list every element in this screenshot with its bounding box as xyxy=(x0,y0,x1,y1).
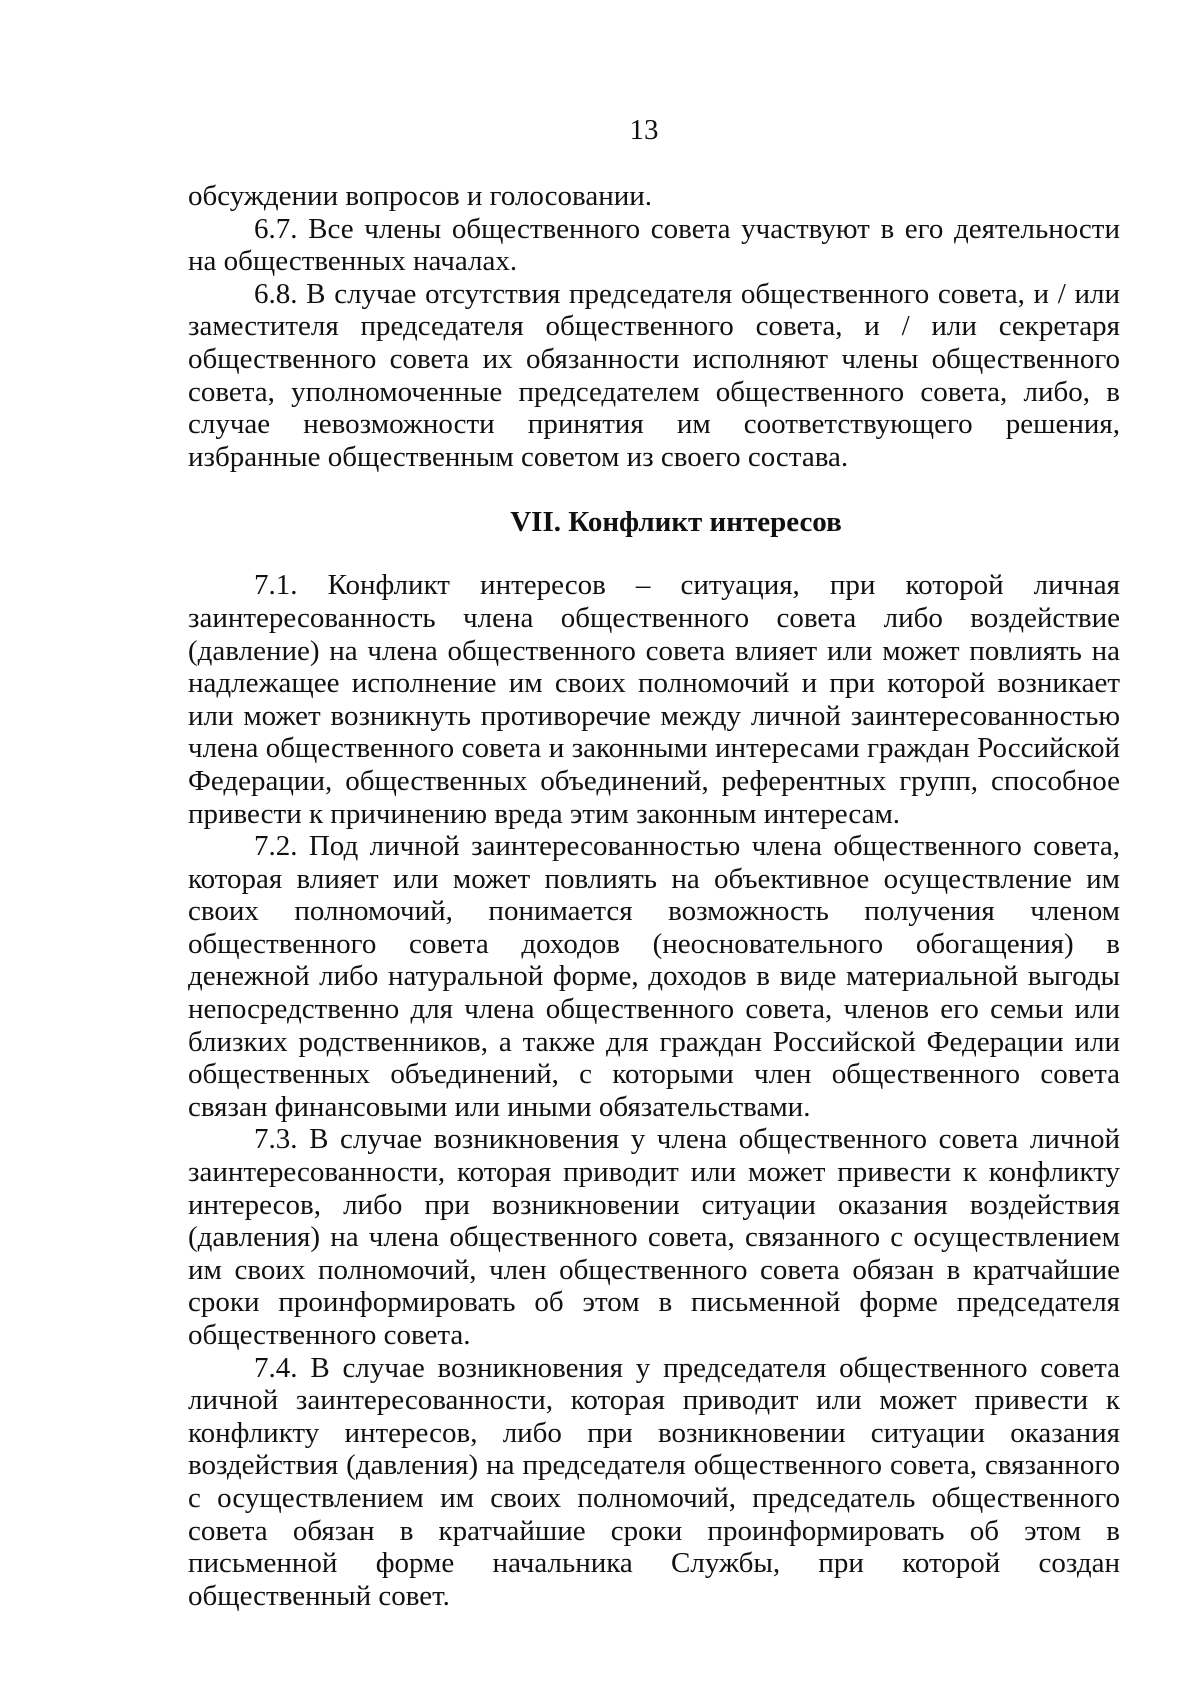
paragraph-continuation: обсуждении вопросов и голосовании. xyxy=(188,180,652,212)
page-number: 13 xyxy=(629,114,659,146)
document-body xyxy=(188,180,1120,1612)
paragraph-6-7: 6.7. Все члены общественного совета участвуют в его деятельности на общественных началах. xyxy=(188,212,1120,278)
paragraph-7-4: 7.4. В случае возникновения у председателя общественного совета личной заинтересованности, которая приводит или может привести к конфликту интересов, либо при возникновении ситуации оказания воздействия (давления) на председателя общественного совета, связанного с осуществлением им своих полномочий, председатель общественного совета обязан в кратчайшие сроки проинформировать об этом в письменной форме начальника Службы, при которой создан общественный совет. xyxy=(188,1351,1120,1612)
paragraph-7-1: 7.1. Конфликт интересов – ситуация, при которой личная заинтересованность члена общественного совета либо воздействие (давление) на члена общественного совета влияет или может повлиять на надлежащее исполнение им своих полномочий и при которой возникает или может возникнуть противоречие между личной заинтересованностью члена общественного совета и законными интересами граждан Российской Федерации, общественных объединений, референтных групп, способное привести к причинению вреда этим законным интересам. xyxy=(188,569,1120,830)
paragraph-7-2: 7.2. Под личной заинтересованностью члена общественного совета, которая влияет или может повлиять на объективное осуществление им своих полномочий, понимается возможность получения членом общественного совета доходов (неосновательного обогащения) в денежной либо натуральной форме, доходов в виде материальной выгоды непосредственно для члена общественного совета, членов его семьи или близких родственников, а также для граждан Российской Федерации или общественных объединений, с которыми член общественного совета связан финансовыми или иными обязательствами. xyxy=(188,830,1120,1123)
paragraph-7-3: 7.3. В случае возникновения у члена общественного совета личной заинтересованности, которая приводит или может привести к конфликту интересов, либо при возникновении ситуации оказания воздействия (давления) на члена общественного совета, связанного с осуществлением им своих полномочий, член общественного совета обязан в кратчайшие сроки проинформировать об этом в письменной форме председателя общественного совета. xyxy=(188,1123,1120,1351)
section-heading: VII. Конфликт интересов xyxy=(510,506,842,539)
paragraph-6-8: 6.8. В случае отсутствия председателя общественного совета, и / или заместителя председателя общественного совета, и / или секретаря общественного совета их обязанности исполняют члены общественного совета, уполномоченные председателем общественного совета, либо, в случае невозможности принятия им соответствующего решения, избранные общественным советом из своего состава. xyxy=(188,277,1120,473)
